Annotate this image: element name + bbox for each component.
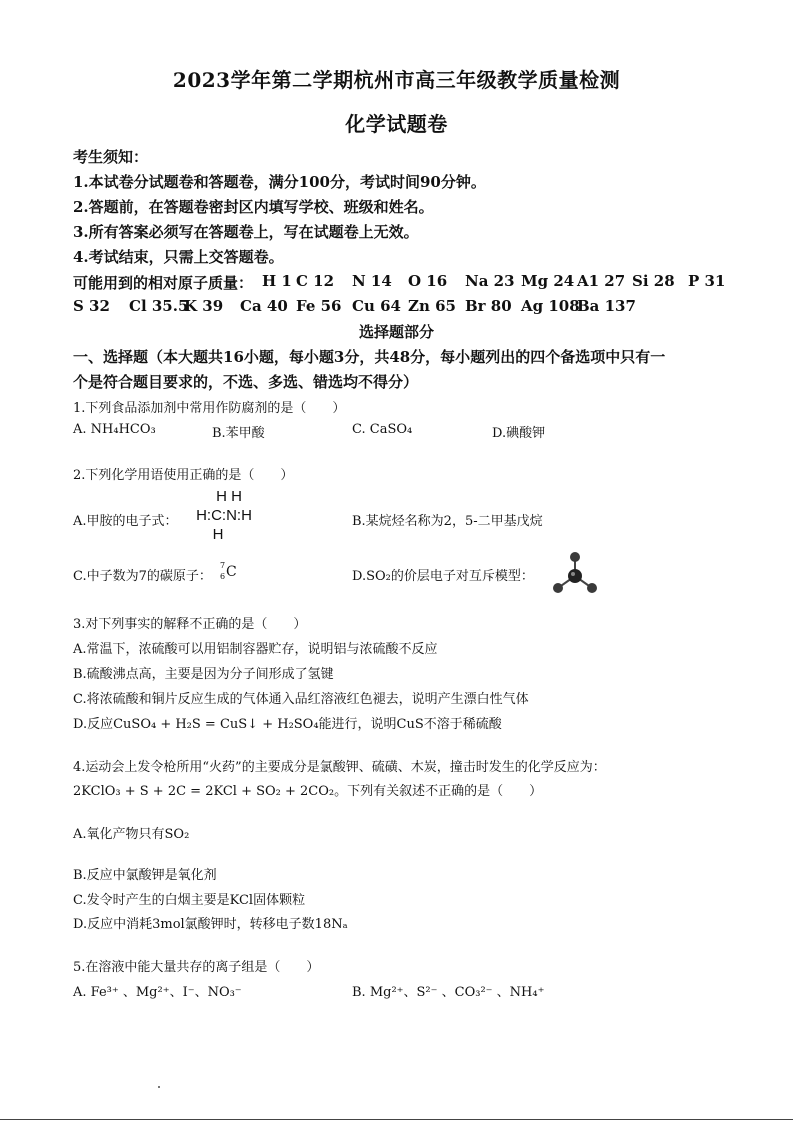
lewis-top-h: H H bbox=[216, 488, 242, 505]
atomic-mass-row-1 bbox=[0, 272, 793, 292]
q4-stem-line1: 4.运动会上发令枪所用“火药”的主要成分是氯酸钾、硫磺、木炭，撞击时发生的化学反应为： bbox=[73, 760, 606, 775]
atomic-mass-item: H 1 bbox=[262, 272, 292, 290]
q4-option-b: B.反应中氯酸钾是氧化剂 bbox=[73, 868, 217, 883]
q5-option-a: A. Fe³⁺ 、Mg²⁺、I⁻、NO₃⁻ bbox=[73, 985, 242, 1000]
scan-dot bbox=[158, 1086, 160, 1088]
atomic-mass-item: S 32 bbox=[73, 297, 110, 315]
atomic-mass-item: Ag 108 bbox=[521, 297, 580, 315]
q2-stem: 2.下列化学用语使用正确的是（ ） bbox=[73, 468, 294, 483]
section-label: 选择题部分 bbox=[358, 323, 434, 341]
q1-option-d: D.碘酸钾 bbox=[492, 426, 546, 441]
atomic-mass-label: 可能用到的相对原子质量： bbox=[73, 274, 254, 292]
q1-stem: 1.下列食品添加剂中常用作防腐剂的是（ ） bbox=[73, 401, 346, 416]
atomic-mass-item: Cl 35.5 bbox=[129, 297, 189, 315]
q1-option-c: C. CaSO₄ bbox=[352, 422, 413, 437]
lewis-middle: H:C:N:H bbox=[196, 507, 252, 524]
atomic-mass-item: A1 27 bbox=[577, 272, 626, 290]
lewis-bottom-h: H bbox=[212, 526, 224, 543]
q2-option-a-label: A.甲胺的电子式： bbox=[73, 514, 178, 529]
atomic-mass-item: K 39 bbox=[184, 297, 224, 315]
methylamine-lewis-structure bbox=[184, 490, 264, 542]
atomic-mass-item: Ba 137 bbox=[577, 297, 636, 315]
isotope-atomic-number: 6 bbox=[220, 572, 226, 581]
q4-option-a: A.氧化产物只有SO₂ bbox=[73, 827, 190, 842]
notice-item-2: 2.答题前，在答题卷密封区内填写学校、班级和姓名。 bbox=[73, 198, 434, 216]
vsepr-model-image bbox=[550, 550, 600, 594]
atomic-mass-item: Si 28 bbox=[632, 272, 675, 290]
page-title: 2023学年第二学期杭州市高三年级教学质量检测 bbox=[172, 68, 621, 92]
q3-option-a: A.常温下，浓硫酸可以用铝制容器贮存，说明铝与浓硫酸不反应 bbox=[73, 642, 438, 657]
carbon-isotope-notation bbox=[220, 561, 250, 583]
q4-option-c: C.发令时产生的白烟主要是KCl固体颗粒 bbox=[73, 893, 306, 908]
q2-option-d-label: D.SO₂的价层电子对互斥模型： bbox=[352, 569, 534, 584]
isotope-mass-number: 7 bbox=[220, 561, 226, 570]
atomic-mass-item: Br 80 bbox=[465, 297, 512, 315]
q3-stem: 3.对下列事实的解释不正确的是（ ） bbox=[73, 617, 307, 632]
q1-option-b: B.苯甲酸 bbox=[212, 426, 265, 441]
atomic-mass-item: Fe 56 bbox=[296, 297, 342, 315]
part1-instruction-line2: 个是符合题目要求的，不选、多选、错选均不得分） bbox=[73, 373, 419, 391]
notice-item-1: 1.本试卷分试题卷和答题卷，满分100分，考试时间90分钟。 bbox=[73, 173, 486, 191]
q5-option-b: B. Mg²⁺、S²⁻ 、CO₃²⁻ 、NH₄⁺ bbox=[352, 985, 545, 1000]
q2-option-b: B.某烷烃名称为2，5-二甲基戊烷 bbox=[352, 514, 543, 529]
q3-option-d: D.反应CuSO₄ + H₂S = CuS↓ + H₂SO₄能进行，说明CuS不溶于稀硫酸 bbox=[73, 717, 502, 732]
notice-item-4: 4.考试结束，只需上交答题卷。 bbox=[73, 248, 284, 266]
q3-option-b: B.硫酸沸点高，主要是因为分子间形成了氢键 bbox=[73, 667, 334, 682]
atomic-mass-item: P 31 bbox=[688, 272, 726, 290]
atomic-mass-item: Mg 24 bbox=[521, 272, 575, 290]
q4-stem-line2: 2KClO₃ + S + 2C = 2KCl + SO₂ + 2CO₂。下列有关叙述不正确的是（ ） bbox=[73, 784, 543, 799]
q2-option-c-label: C.中子数为7的碳原子： bbox=[73, 569, 212, 584]
atomic-mass-item: Na 23 bbox=[465, 272, 515, 290]
q5-stem: 5.在溶液中能大量共存的离子组是（ ） bbox=[73, 960, 320, 975]
atomic-mass-item: Ca 40 bbox=[240, 297, 288, 315]
atomic-mass-row-2 bbox=[0, 297, 793, 317]
atomic-mass-item: O 16 bbox=[408, 272, 448, 290]
notice-item-3: 3.所有答案必须写在答题卷上，写在试题卷上无效。 bbox=[73, 223, 419, 241]
page-subtitle: 化学试题卷 bbox=[345, 112, 448, 136]
atomic-mass-item: N 14 bbox=[352, 272, 392, 290]
q1-option-a: A. NH₄HCO₃ bbox=[73, 422, 156, 437]
q3-option-c: C.将浓硫酸和铜片反应生成的气体通入品红溶液红色褪去，说明产生漂白性气体 bbox=[73, 692, 529, 707]
atomic-mass-item: Cu 64 bbox=[352, 297, 401, 315]
page-bottom-rule bbox=[0, 1119, 793, 1120]
isotope-symbol: C bbox=[226, 564, 237, 580]
q4-option-d: D.反应中消耗3mol氯酸钾时，转移电子数18Nₐ bbox=[73, 917, 348, 932]
atomic-mass-item: C 12 bbox=[296, 272, 335, 290]
part1-instruction-line1: 一、选择题（本大题共16小题，每小题3分，共48分，每小题列出的四个备选项中只有一 bbox=[73, 348, 666, 366]
atomic-mass-item: Zn 65 bbox=[408, 297, 456, 315]
notice-heading: 考生须知： bbox=[73, 148, 149, 166]
